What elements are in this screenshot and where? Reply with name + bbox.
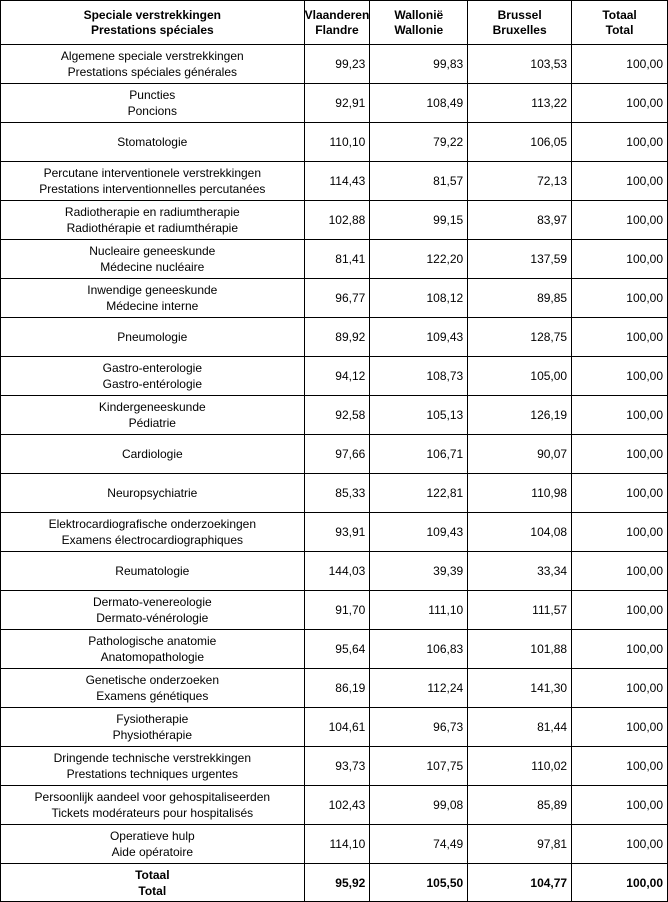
cell-brussels: 90,07 — [468, 435, 572, 474]
row-label-fr: Dermato-vénérologie — [96, 611, 209, 625]
row-label — [1, 84, 305, 123]
table-row — [1, 669, 668, 708]
row-label-fr: Aide opératoire — [111, 845, 193, 859]
cell-total: 100,00 — [572, 45, 668, 84]
table-row — [1, 84, 668, 123]
total-total: 100,00 — [572, 864, 668, 902]
cell-total: 100,00 — [572, 201, 668, 240]
table-row — [1, 786, 668, 825]
row-label-nl: Inwendige geneeskunde — [87, 283, 218, 297]
row-label-nl: Dringende technische verstrekkingen — [53, 751, 252, 765]
row-label-nl: Kindergeneeskunde — [98, 400, 206, 414]
cell-wallonia: 112,24 — [370, 669, 468, 708]
row-label — [1, 123, 305, 162]
table-row — [1, 513, 668, 552]
table-row — [1, 591, 668, 630]
header-wallonia-nl: Wallonië — [394, 7, 444, 22]
row-label — [1, 630, 305, 669]
cell-flanders: 96,77 — [304, 279, 370, 318]
cell-flanders: 85,33 — [304, 474, 370, 513]
header-flanders — [304, 1, 370, 45]
cell-wallonia: 105,13 — [370, 396, 468, 435]
row-label-fr: Prestations spéciales générales — [67, 65, 238, 79]
table-row — [1, 396, 668, 435]
cell-brussels: 104,08 — [468, 513, 572, 552]
header-total-fr: Total — [605, 22, 634, 37]
table-row — [1, 123, 668, 162]
cell-brussels: 72,13 — [468, 162, 572, 201]
row-label-fr: Pédiatrie — [128, 416, 176, 430]
cell-brussels: 141,30 — [468, 669, 572, 708]
row-label — [1, 162, 305, 201]
row-label — [1, 201, 305, 240]
cell-total: 100,00 — [572, 357, 668, 396]
total-brussels: 104,77 — [468, 864, 572, 902]
table-row — [1, 825, 668, 864]
table-row — [1, 201, 668, 240]
cell-brussels: 126,19 — [468, 396, 572, 435]
header-category — [1, 1, 305, 45]
cell-flanders: 86,19 — [304, 669, 370, 708]
cell-flanders: 91,70 — [304, 591, 370, 630]
cell-total: 100,00 — [572, 591, 668, 630]
row-label-fr: Anatomopathologie — [100, 650, 205, 664]
row-label — [1, 669, 305, 708]
row-label-nl: Algemene speciale verstrekkingen — [60, 49, 244, 63]
table-body — [1, 45, 668, 864]
table-row — [1, 474, 668, 513]
row-label-nl: Cardiologie — [121, 447, 183, 461]
cell-wallonia: 111,10 — [370, 591, 468, 630]
header-brussels-fr: Bruxelles — [492, 22, 547, 37]
cell-total: 100,00 — [572, 240, 668, 279]
cell-total: 100,00 — [572, 513, 668, 552]
cell-flanders: 102,43 — [304, 786, 370, 825]
row-label-nl: Gastro-enterologie — [102, 361, 202, 375]
row-label-nl: Genetische onderzoeken — [85, 673, 220, 687]
row-label — [1, 396, 305, 435]
row-label-fr: Physiothérapie — [112, 728, 192, 742]
header-total — [572, 1, 668, 45]
cell-flanders: 93,73 — [304, 747, 370, 786]
header-brussels-nl: Brussel — [497, 7, 542, 22]
cell-flanders: 81,41 — [304, 240, 370, 279]
cell-flanders: 114,43 — [304, 162, 370, 201]
row-label-fr: Poncions — [127, 104, 177, 118]
row-label — [1, 240, 305, 279]
cell-flanders: 102,88 — [304, 201, 370, 240]
row-label — [1, 786, 305, 825]
header-wallonia — [370, 1, 468, 45]
total-label — [1, 864, 305, 902]
row-label-nl: Pneumologie — [117, 330, 188, 344]
cell-brussels: 101,88 — [468, 630, 572, 669]
cell-brussels: 106,05 — [468, 123, 572, 162]
row-label — [1, 825, 305, 864]
cell-total: 100,00 — [572, 162, 668, 201]
cell-brussels: 111,57 — [468, 591, 572, 630]
header-total-nl: Totaal — [602, 7, 637, 22]
cell-wallonia: 107,75 — [370, 747, 468, 786]
cell-brussels: 105,00 — [468, 357, 572, 396]
cell-flanders: 93,91 — [304, 513, 370, 552]
row-label-nl: Fysiotherapie — [116, 712, 189, 726]
cell-brussels: 33,34 — [468, 552, 572, 591]
total-wallonia: 105,50 — [370, 864, 468, 902]
row-label-nl: Pathologische anatomie — [88, 634, 217, 648]
cell-flanders: 104,61 — [304, 708, 370, 747]
cell-wallonia: 122,20 — [370, 240, 468, 279]
header-category-nl: Speciale verstrekkingen — [83, 7, 222, 22]
cell-flanders: 114,10 — [304, 825, 370, 864]
cell-brussels: 110,98 — [468, 474, 572, 513]
table-row — [1, 630, 668, 669]
row-label-fr: Médecine interne — [106, 299, 199, 313]
row-label — [1, 591, 305, 630]
row-label-nl: Radiotherapie en radiumtherapie — [64, 205, 240, 219]
cell-flanders: 95,64 — [304, 630, 370, 669]
cell-flanders: 94,12 — [304, 357, 370, 396]
row-label-fr: Prestations interventionnelles percutanées — [39, 182, 266, 196]
row-label — [1, 318, 305, 357]
cell-total: 100,00 — [572, 123, 668, 162]
cell-wallonia: 108,73 — [370, 357, 468, 396]
cell-wallonia: 81,57 — [370, 162, 468, 201]
cell-brussels: 83,97 — [468, 201, 572, 240]
table-row — [1, 45, 668, 84]
cell-total: 100,00 — [572, 825, 668, 864]
row-label-fr: Examens génétiques — [96, 689, 209, 703]
row-label — [1, 357, 305, 396]
header-wallonia-fr: Wallonie — [394, 22, 444, 37]
cell-total: 100,00 — [572, 630, 668, 669]
cell-wallonia: 39,39 — [370, 552, 468, 591]
cell-flanders: 92,91 — [304, 84, 370, 123]
row-label-nl: Nucleaire geneeskunde — [89, 244, 216, 258]
row-label-fr: Prestations techniques urgentes — [66, 767, 239, 781]
header-category-fr: Prestations spéciales — [90, 22, 214, 37]
row-label-nl: Percutane interventionele verstrekkingen — [43, 166, 262, 180]
total-row — [1, 864, 668, 902]
cell-wallonia: 108,12 — [370, 279, 468, 318]
cell-total: 100,00 — [572, 708, 668, 747]
table-row — [1, 240, 668, 279]
total-label-fr: Total — [138, 883, 167, 898]
cell-total: 100,00 — [572, 747, 668, 786]
header-flanders-fr: Flandre — [315, 22, 359, 37]
cell-brussels: 97,81 — [468, 825, 572, 864]
cell-wallonia: 99,83 — [370, 45, 468, 84]
table-row — [1, 747, 668, 786]
cell-total: 100,00 — [572, 279, 668, 318]
cell-wallonia: 106,83 — [370, 630, 468, 669]
row-label — [1, 474, 305, 513]
row-label-nl: Stomatologie — [117, 135, 188, 149]
cell-wallonia: 74,49 — [370, 825, 468, 864]
row-label-nl: Operatieve hulp — [109, 829, 195, 843]
row-label-nl: Neuropsychiatrie — [107, 486, 198, 500]
cell-brussels: 89,85 — [468, 279, 572, 318]
cell-flanders: 110,10 — [304, 123, 370, 162]
row-label-fr: Radiothérapie et radiumthérapie — [66, 221, 239, 235]
table-row — [1, 708, 668, 747]
row-label-nl: Puncties — [129, 88, 176, 102]
total-flanders: 95,92 — [304, 864, 370, 902]
header-flanders-nl: Vlaanderen — [304, 7, 370, 22]
row-label — [1, 513, 305, 552]
cell-total: 100,00 — [572, 669, 668, 708]
cell-brussels: 81,44 — [468, 708, 572, 747]
row-label-fr: Gastro-entérologie — [102, 377, 202, 391]
row-label-nl: Elektrocardiografische onderzoekingen — [48, 517, 257, 531]
cell-brussels: 103,53 — [468, 45, 572, 84]
row-label — [1, 279, 305, 318]
table-row — [1, 435, 668, 474]
total-label-nl: Totaal — [135, 867, 170, 882]
cell-wallonia: 109,43 — [370, 513, 468, 552]
cell-total: 100,00 — [572, 396, 668, 435]
row-label-fr: Examens électrocardiographiques — [61, 533, 244, 547]
cell-wallonia: 106,71 — [370, 435, 468, 474]
row-label-nl: Dermato-venereologie — [92, 595, 212, 609]
cell-brussels: 85,89 — [468, 786, 572, 825]
cell-total: 100,00 — [572, 786, 668, 825]
cell-wallonia: 99,08 — [370, 786, 468, 825]
table-row — [1, 357, 668, 396]
cell-total: 100,00 — [572, 474, 668, 513]
cell-total: 100,00 — [572, 84, 668, 123]
cell-wallonia: 99,15 — [370, 201, 468, 240]
cell-brussels: 110,02 — [468, 747, 572, 786]
table-row — [1, 279, 668, 318]
row-label-fr: Médecine nucléaire — [100, 260, 205, 274]
row-label-fr: Tickets modérateurs pour hospitalisés — [51, 806, 254, 820]
cell-flanders: 89,92 — [304, 318, 370, 357]
row-label — [1, 45, 305, 84]
cell-brussels: 128,75 — [468, 318, 572, 357]
cell-flanders: 99,23 — [304, 45, 370, 84]
table-row — [1, 318, 668, 357]
header-brussels — [468, 1, 572, 45]
cell-wallonia: 96,73 — [370, 708, 468, 747]
row-label — [1, 747, 305, 786]
row-label — [1, 435, 305, 474]
table-row — [1, 552, 668, 591]
cell-total: 100,00 — [572, 552, 668, 591]
cell-total: 100,00 — [572, 318, 668, 357]
cell-wallonia: 109,43 — [370, 318, 468, 357]
row-label — [1, 552, 305, 591]
row-label — [1, 708, 305, 747]
cell-brussels: 137,59 — [468, 240, 572, 279]
cell-wallonia: 108,49 — [370, 84, 468, 123]
cell-flanders: 92,58 — [304, 396, 370, 435]
cell-wallonia: 79,22 — [370, 123, 468, 162]
table-row — [1, 162, 668, 201]
cell-flanders: 144,03 — [304, 552, 370, 591]
cell-brussels: 113,22 — [468, 84, 572, 123]
cell-wallonia: 122,81 — [370, 474, 468, 513]
row-label-nl: Reumatologie — [115, 564, 190, 578]
table-header-row — [1, 1, 668, 45]
cell-total: 100,00 — [572, 435, 668, 474]
row-label-nl: Persoonlijk aandeel voor gehospitaliseerden — [34, 790, 271, 804]
cell-flanders: 97,66 — [304, 435, 370, 474]
